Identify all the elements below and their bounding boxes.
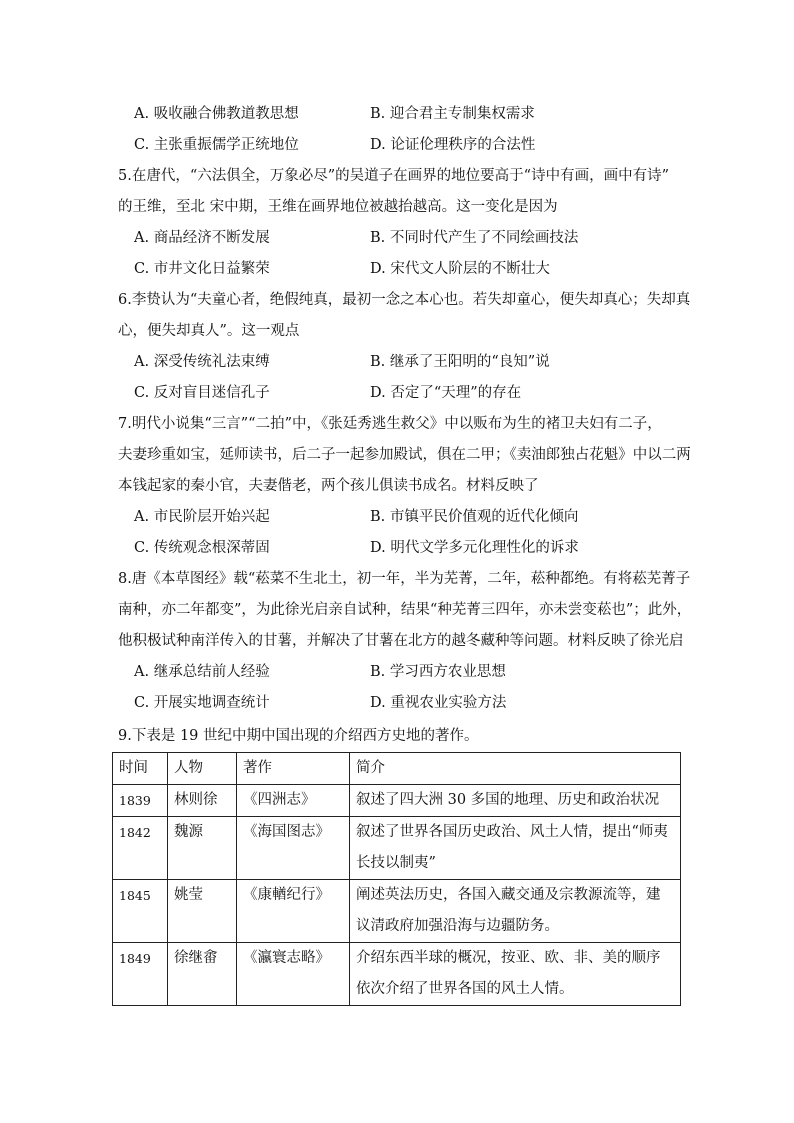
table-header-row: [113, 753, 681, 785]
q9-works-table: [112, 752, 681, 1006]
q7-options-row-2: [134, 537, 694, 559]
row-year: 1849: [113, 943, 168, 1006]
q5-options-row-2: [134, 258, 694, 280]
q4-option-a: A. 吸收融合佛教道教思想: [134, 106, 299, 122]
header-time: 时间: [113, 753, 168, 785]
q7-option-d: D. 明代文学多元化理性化的诉求: [370, 540, 579, 556]
q7-options-row-1: [134, 506, 694, 528]
table-row: [113, 880, 681, 943]
q8-stem-line-2: 南种，亦二年都变”，为此徐光启亲自试种，结果“种芜菁三四年，亦未尝变菘也”；此外，: [118, 602, 692, 618]
row-person: 徐继畬: [168, 943, 237, 1006]
row-year: 1842: [113, 817, 168, 880]
q4-option-c: C. 主张重振儒学正统地位: [134, 137, 299, 153]
row-person: 魏源: [168, 817, 237, 880]
row-work: 《康輶纪行》: [237, 880, 350, 943]
q5-stem-line-2: 的王维，至北 宋中期，王维在画界地位被越抬越高。这一变化是因为: [118, 199, 558, 215]
q8-option-a: A. 继承总结前人经验: [134, 664, 270, 680]
q7-stem-line-1: 7.明代小说集“三言”“二拍”中，《张廷秀逃生救父》中以贩布为生的褚卫夫妇有二子，: [118, 416, 662, 432]
q5-option-d: D. 宋代文人阶层的不断壮大: [370, 261, 550, 277]
q7-option-a: A. 市民阶层开始兴起: [134, 509, 270, 525]
q8-stem-line-1: 8.唐《本草图经》载“菘菜不生北土，初一年，半为芜菁，二年，菘种都绝。有将菘芜菁子: [118, 571, 691, 587]
header-work: 著作: [237, 753, 350, 785]
row-summary: 叙述了四大洲 30 多国的地理、历史和政治状况: [350, 785, 681, 817]
row-year: 1845: [113, 880, 168, 943]
q8-options-row-1: [134, 661, 694, 683]
q6-option-d: D. 否定了“天理”的存在: [370, 385, 522, 401]
q4-options-row-2: [134, 134, 694, 156]
header-person: 人物: [168, 753, 237, 785]
q8-option-c: C. 开展实地调查统计: [134, 695, 270, 711]
q8-option-d: D. 重视农业实验方法: [370, 695, 507, 711]
q7-option-b: B. 市镇平民价值观的近代化倾向: [370, 509, 579, 525]
q6-options-row-2: [134, 382, 694, 404]
q4-option-b: B. 迎合君主专制集权需求: [370, 106, 535, 122]
q5-options-row-1: [134, 227, 694, 249]
q6-option-c: C. 反对盲目迷信孔子: [134, 385, 270, 401]
q6-options-row-1: [134, 351, 694, 373]
table-row: [113, 785, 681, 817]
row-work: 《海国图志》: [237, 817, 350, 880]
row-summary: 介绍东西半球的概况，按亚、欧、非、美的顺序依次介绍了世界各国的风土人情。: [350, 943, 681, 1006]
q6-option-a: A. 深受传统礼法束缚: [134, 354, 270, 370]
q4-options-row-1: [134, 103, 694, 125]
header-summary: 简介: [350, 753, 681, 785]
row-year: 1839: [113, 785, 168, 817]
q4-option-d: D. 论证伦理秩序的合法性: [370, 137, 536, 153]
q9-stem: 9.下表是 19 世纪中期中国出现的介绍西方史地的著作。: [118, 728, 479, 744]
row-person: 姚莹: [168, 880, 237, 943]
row-person: 林则徐: [168, 785, 237, 817]
q7-option-c: C. 传统观念根深蒂固: [134, 540, 270, 556]
q5-option-a: A. 商品经济不断发展: [134, 230, 270, 246]
q7-stem-line-3: 本钱起家的秦小官，夫妻偕老，两个孩儿俱读书成名。材料反映了: [118, 478, 539, 494]
row-summary: 叙述了世界各国历史政治、风土人情，提出“师夷长技以制夷”: [350, 817, 681, 880]
q6-option-b: B. 继承了王阳明的“良知”说: [370, 354, 550, 370]
q6-stem-line-2: 心，便失却真人”。这一观点: [118, 323, 300, 339]
q5-option-c: C. 市井文化日益繁荣: [134, 261, 270, 277]
q8-options-row-2: [134, 692, 694, 714]
q6-stem-line-1: 6.李贽认为“夫童心者，绝假纯真，最初一念之本心也。若失却童心，便失却真心；失却真: [118, 292, 691, 308]
table-row: [113, 943, 681, 1006]
row-summary: 阐述英法历史，各国入藏交通及宗教源流等，建议清政府加强沿海与边疆防务。: [350, 880, 681, 943]
q5-stem-line-1: 5.在唐代，“六法俱全，万象必尽”的吴道子在画界的地位要高于“诗中有画，画中有诗”: [118, 168, 669, 184]
table-row: [113, 817, 681, 880]
q7-stem-line-2: 夫妻珍重如宝，延师读书，后二子一起参加殿试，俱在二甲；《卖油郎独占花魁》中以二两: [118, 447, 691, 463]
row-work: 《瀛寰志略》: [237, 943, 350, 1006]
q8-option-b: B. 学习西方农业思想: [370, 664, 506, 680]
row-work: 《四洲志》: [237, 785, 350, 817]
q5-option-b: B. 不同时代产生了不同绘画技法: [370, 230, 579, 246]
q8-stem-line-3: 他积极试种南洋传入的甘薯，并解决了甘薯在北方的越冬藏种等问题。材料反映了徐光启: [118, 633, 684, 649]
